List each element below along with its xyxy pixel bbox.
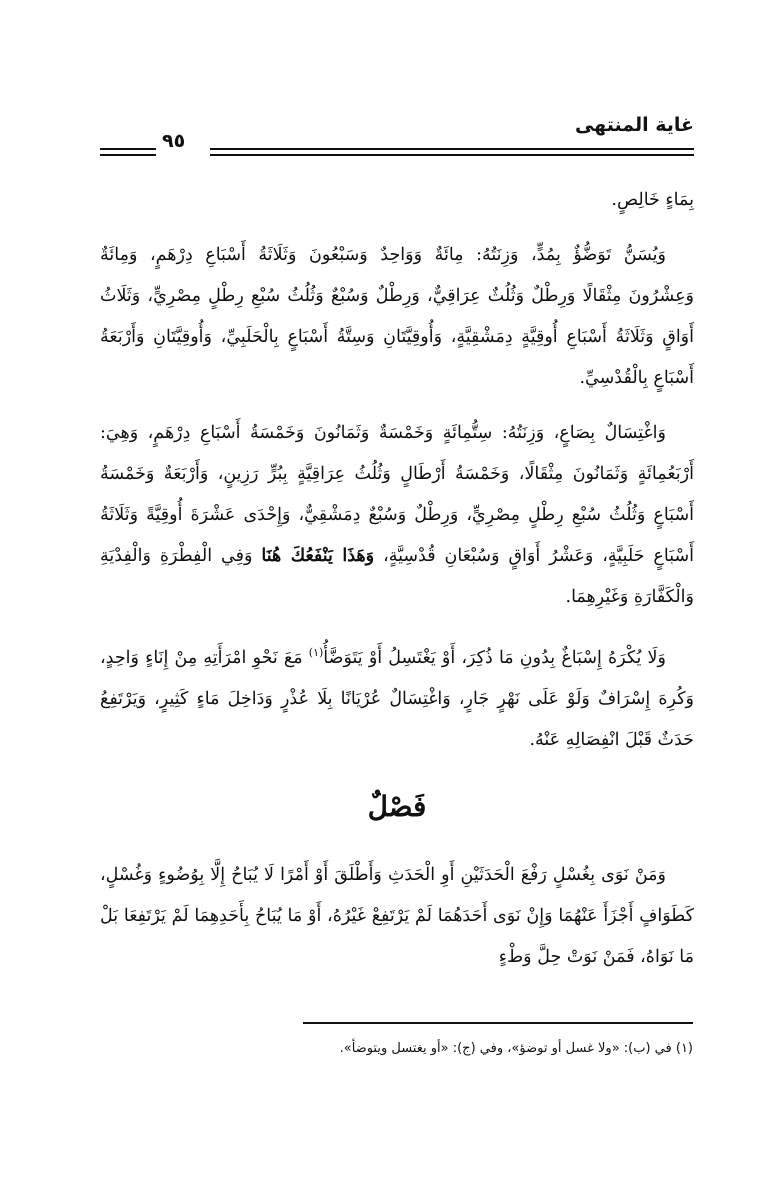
footnote: (١) في (ب): «ولا غسل أو توضؤ»، وفي (ج): «أو يغتسل ويتوضأ». (339, 1041, 693, 1056)
paragraph-isbagh-part1: وَلَا يُكْرَهُ إِسْبَاغٌ بِدُونِ مَا ذُكِرَ، أَوْ يَغْتَسِلُ أَوْ يَتَوَضَّأُ (323, 647, 666, 668)
paragraph-saa-part2: وَفِي الْفِطْرَةِ وَالْفِدْيَةِ وَالْكَفَّارَةِ وَغَيْرِهِمَا. (100, 546, 694, 607)
paragraph-mudd: وَيُسَنُّ تَوَضُّؤٌ بِمُدٍّ، وَزِنَتُهُ: مِائَةٌ وَوَاحِدٌ وَسَبْعُونَ وَثَلَاثَةُ أَسْبَاعِ دِرْهَمٍ، وَمِائَةٌ وَعِشْرُونَ مِثْقَالًا وَرِطْلٌ وَثُلُثٌ عِرَاقِيٌّ، وَرِطْلٌ وَسُبْعٌ وَثُلُثُ سُبْعِ رِطْلٍ مِصْرِيٍّ، وَثَلَاثُ أَوَاقٍ وَثَلَاثَةُ أَسْبَاعِ أُوقِيَّةٍ دِمَشْقِيَّةٍ، وَأُوقِيَّتَانِ وَسِتَّةُ أَسْبَاعٍ بِالْحَلَبِيِّ، وَأُوقِيَّتَانِ وَأَرْبَعَةُ أَسْبَاعٍ بِالْقُدْسِيِّ. (100, 245, 694, 388)
running-title: غاية المنتهى (574, 114, 694, 136)
paragraph-continuation: بِمَاءٍ خَالِصٍ. (611, 190, 694, 210)
header-rule-left-top (100, 148, 156, 150)
page-number: ٩٥ (162, 130, 186, 152)
page-header (100, 108, 694, 158)
footnote-separator (303, 1022, 693, 1024)
header-rule-left-bottom (100, 154, 156, 156)
footnote-marker: (١) (308, 646, 324, 659)
paragraph-isbagh-part2: مَعَ نَحْوِ امْرَأَتِهِ مِنْ إِنَاءٍ وَاحِدٍ، وَكُرِهَ إِسْرَافٌ وَلَوْ عَلَى نَهْرٍ جَارٍ، وَاغْتِسَالٌ عُرْيَانًا بِلَا عُذْرٍ وَدَاخِلَ مَاءٍ كَثِيرٍ، وَيَرْتَفِعُ حَدَثٌ قَبْلَ انْفِصَالِهِ عَنْهُ. (100, 647, 694, 750)
paragraph-niyya: وَمَنْ نَوَى بِغُسْلٍ رَفْعَ الْحَدَثَيْنِ أَوِ الْحَدَثِ وَأَطْلَقَ أَوْ أَمْرًا لَا يُبَاحُ إِلَّا بِوُضُوءٍ وَغُسْلٍ، كَطَوَافٍ أَجْزَأَ عَنْهُمَا وَإِنْ نَوَى أَحَدَهُمَا لَمْ يَرْتَفِعْ غَيْرُهُ، أَوْ مَا يُبَاحُ بِأَحَدِهِمَا لَمْ يَرْتَفِعَا بَلْ مَا نَوَاهُ، فَمَنْ نَوَتْ حِلَّ وَطْءٍ (100, 864, 694, 967)
header-rule-right-top (210, 148, 694, 150)
paragraph-isbagh (100, 632, 694, 761)
paragraph-saa-part1: وَاغْتِسَالٌ بِصَاعٍ، وَزِنَتُهُ: سِتُّمِائَةٍ وَخَمْسَةٌ وَثَمَانُونَ وَخَمْسَةُ أَسْبَاعِ دِرْهَمٍ، وَهِيَ: أَرْبَعُمِائَةٍ وَثَمَانُونَ مِثْقَالًا، وَخَمْسَةُ أَرْطَالٍ وَثُلُثُ عِرَاقِيَّةٍ بِبُرٍّ رَزِينٍ، وَأَرْبَعَةٌ وَخَمْسَةُ أَسْبَاعٍ وَثُلُثُ سُبْعِ رِطْلٍ مِصْرِيٍّ، وَرِطْلٌ وَسُبْعٌ دِمَشْقِيٌّ، وَإِحْدَى عَشْرَةَ أُوقِيَّةً وَثَلَاثَةُ أَسْبَاعٍ حَلَبِيَّةٍ، وَعَشْرُ أَوَاقٍ وَسُبْعَانِ قُدْسِيَّةٍ، (100, 423, 694, 566)
paragraph-saa-bold: وَهَذَا يَنْفَعُكَ هُنَا (261, 546, 375, 566)
paragraph-saa (100, 413, 694, 618)
section-title: فَصْلٌ (367, 789, 427, 823)
body-text (100, 180, 694, 992)
header-rule-right-bottom (210, 154, 694, 156)
